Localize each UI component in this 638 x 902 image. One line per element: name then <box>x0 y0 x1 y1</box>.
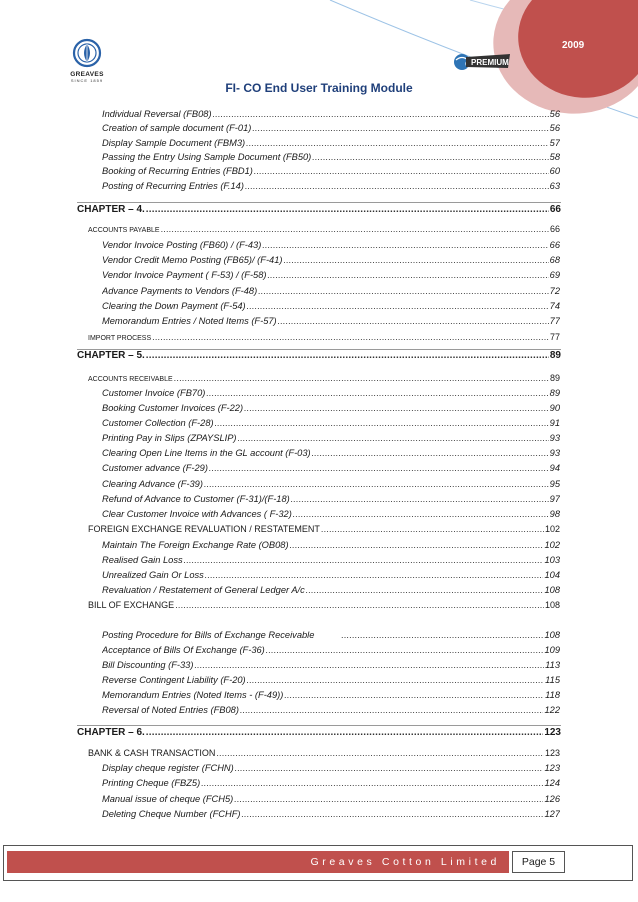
toc-entry-label: Clearing Advance (F-39) <box>102 479 203 489</box>
toc-dot-leader <box>234 794 543 804</box>
toc-entry-label: Clearing the Down Payment (F-54) <box>102 301 246 311</box>
footer-page-number <box>512 851 565 873</box>
toc-dot-leader <box>291 494 549 504</box>
toc-subsection-entry[interactable] <box>102 778 560 788</box>
toc-entry-label: ACCOUNTS PAYABLE <box>88 227 160 234</box>
toc-entry-page: 72 <box>549 286 560 296</box>
toc-dot-leader <box>262 240 548 250</box>
toc-entry-label: Individual Reversal (FB08) <box>102 109 212 119</box>
toc-entry-label: CHAPTER – 4. <box>77 204 145 215</box>
greaves-logo <box>60 38 114 83</box>
toc-entry-page: 115 <box>545 675 560 685</box>
greaves-emblem-icon <box>72 38 102 70</box>
toc-entry-label: FOREIGN EXCHANGE REVALUATION / RESTATEMENT <box>88 524 320 534</box>
toc-subsection-entry[interactable] <box>102 152 560 162</box>
toc-entry-page: 56 <box>549 109 560 119</box>
toc-section-entry[interactable] <box>88 224 560 234</box>
toc-entry-label: CHAPTER – 5. <box>77 350 145 361</box>
toc-entry-page: 108 <box>544 600 560 610</box>
toc-entry-label: Printing Cheque (FBZ5) <box>102 778 201 788</box>
toc-subsection-entry[interactable] <box>102 433 560 443</box>
toc-entry-page: 108 <box>544 585 560 595</box>
toc-entry-page: 94 <box>549 463 560 473</box>
premium-text: PREMIUM <box>471 58 509 67</box>
toc-entry-label: Creation of sample document (F-01) <box>102 123 252 133</box>
toc-entry-label: Customer Collection (F-28) <box>102 418 214 428</box>
year-label: 2009 <box>562 40 585 51</box>
toc-entry-label: Posting of Recurring Entries (F.14) <box>102 181 244 191</box>
toc-entry-page: 127 <box>544 809 560 819</box>
toc-entry-page: 109 <box>544 645 560 655</box>
toc-dot-leader <box>254 166 549 176</box>
toc-dot-leader <box>235 763 544 773</box>
toc-entry-page: 126 <box>544 794 560 804</box>
toc-subsection-entry[interactable] <box>102 138 560 148</box>
footer-page-label: Page 5 <box>521 856 556 868</box>
toc-entry-page: 69 <box>549 270 560 280</box>
toc-dot-leader <box>341 630 543 640</box>
toc-dot-leader <box>146 350 549 361</box>
toc-subsection-entry[interactable] <box>102 448 560 458</box>
section-divider <box>77 725 561 726</box>
toc-entry-label: Manual issue of cheque (FCH5) <box>102 794 234 804</box>
toc-entry-label: Bill Discounting (F-33) <box>102 660 194 670</box>
document-title: FI- CO End User Training Module <box>225 81 413 95</box>
toc-subsection-entry[interactable] <box>102 645 560 655</box>
toc-subsection-entry[interactable] <box>102 494 560 504</box>
toc-entry-label: Display cheque register (FCHN) <box>102 763 234 773</box>
toc-entry-page: 122 <box>544 705 560 715</box>
toc-entry-page: 90 <box>549 403 560 413</box>
toc-entry-page: 77 <box>549 332 560 342</box>
toc-entry-label: Acceptance of Bills Of Exchange (F-36) <box>102 645 265 655</box>
toc-dot-leader <box>146 727 544 738</box>
toc-entry-label: Maintain The Foreign Exchange Rate (OB08) <box>102 540 289 550</box>
toc-dot-leader <box>152 332 549 342</box>
toc-subsection-entry[interactable] <box>102 809 560 819</box>
toc-subsection-entry[interactable] <box>102 109 560 119</box>
premium-globe-icon <box>452 51 512 73</box>
toc-dot-leader <box>306 585 544 595</box>
toc-entry-page: 102 <box>544 524 560 534</box>
toc-entry-page: 104 <box>544 570 560 580</box>
toc-entry-label: Reverse Contingent Liability (F-20) <box>102 675 246 685</box>
toc-entry-label: Passing the Entry Using Sample Document (FB50) <box>102 152 312 162</box>
toc-subsection-entry[interactable] <box>102 301 560 311</box>
toc-subsection-entry[interactable] <box>102 675 560 685</box>
toc-entry-label: Printing Pay in Slips (ZPAYSLIP) <box>102 433 237 443</box>
toc-entry-label: BANK & CASH TRANSACTION <box>88 748 216 758</box>
toc-entry-page: 89 <box>549 350 561 361</box>
toc-subsection-entry[interactable] <box>102 166 560 176</box>
toc-subsection-entry[interactable] <box>102 418 560 428</box>
toc-dot-leader <box>284 690 544 700</box>
toc-entry-label: Memorandum Entries (Noted Items - (F-49)) <box>102 690 284 700</box>
toc-dot-leader <box>245 181 549 191</box>
toc-entry-page: 113 <box>545 660 560 670</box>
toc-subsection-entry[interactable] <box>102 479 560 489</box>
toc-entry-label: Realised Gain Loss <box>102 555 183 565</box>
toc-chapter-entry[interactable] <box>77 204 561 215</box>
toc-dot-leader <box>206 388 548 398</box>
toc-entry-page: 97 <box>549 494 560 504</box>
toc-subsection-entry[interactable] <box>102 509 560 519</box>
toc-subsection-entry[interactable] <box>102 286 560 296</box>
toc-entry-page: 123 <box>544 727 561 738</box>
toc-entry-page: 58 <box>549 152 560 162</box>
toc-entry-label: Display Sample Document (FBM3) <box>102 138 246 148</box>
toc-dot-leader <box>258 286 548 296</box>
toc-dot-leader <box>278 316 549 326</box>
toc-chapter-entry[interactable] <box>77 350 561 361</box>
toc-entry-label: Customer advance (F-29) <box>102 463 208 473</box>
toc-dot-leader <box>266 645 544 655</box>
toc-section-entry[interactable] <box>88 600 560 610</box>
toc-entry-label: Advance Payments to Vendors (F-48) <box>102 286 258 296</box>
toc-subsection-entry[interactable] <box>102 794 560 804</box>
toc-dot-leader <box>247 301 549 311</box>
toc-entry-label: CHAPTER – 6. <box>77 727 145 738</box>
toc-entry-page: 63 <box>549 181 560 191</box>
toc-dot-leader <box>175 600 544 610</box>
toc-dot-leader <box>205 570 544 580</box>
toc-entry-page: 57 <box>549 138 560 148</box>
toc-entry-label: Customer Invoice (FB70) <box>102 388 206 398</box>
toc-entry-page: 74 <box>549 301 560 311</box>
toc-section-entry[interactable] <box>88 373 560 383</box>
toc-dot-leader <box>238 433 549 443</box>
toc-entry-page: 68 <box>549 255 560 265</box>
toc-dot-leader <box>244 403 549 413</box>
toc-dot-leader <box>247 675 545 685</box>
toc-dot-leader <box>293 509 549 519</box>
toc-subsection-entry[interactable] <box>102 585 560 595</box>
toc-entry-page: 56 <box>549 123 560 133</box>
toc-entry-label: Unrealized Gain Or Loss <box>102 570 204 580</box>
toc-entry-page: 118 <box>545 690 560 700</box>
toc-entry-label: Memorandum Entries / Noted Items (F-57) <box>102 316 277 326</box>
toc-subsection-entry[interactable] <box>102 705 560 715</box>
toc-subsection-entry[interactable] <box>102 181 560 191</box>
toc-subsection-entry[interactable] <box>102 570 560 580</box>
toc-entry-page: 93 <box>549 433 560 443</box>
toc-entry-page: 103 <box>544 555 560 565</box>
toc-entry-label: Clearing Open Line Items in the GL account (F-03) <box>102 448 311 458</box>
toc-subsection-entry[interactable] <box>102 240 560 250</box>
toc-subsection-entry[interactable] <box>102 540 560 550</box>
toc-entry-label: Posting Procedure for Bills of Exchange Receivable <box>102 630 315 640</box>
toc-entry-page: 124 <box>544 778 560 788</box>
toc-dot-leader <box>241 809 543 819</box>
toc-entry-page: 77 <box>549 316 560 326</box>
toc-entry-label: Booking Customer Invoices (F-22) <box>102 403 244 413</box>
toc-entry-label: Deleting Cheque Number (FCHF) <box>102 809 241 819</box>
toc-dot-leader <box>267 270 548 280</box>
toc-subsection-entry[interactable] <box>102 388 560 398</box>
toc-dot-leader <box>240 705 544 715</box>
section-divider <box>77 202 561 203</box>
toc-entry-label: Clear Customer Invoice with Advances ( F-32) <box>102 509 292 519</box>
toc-dot-leader <box>290 540 544 550</box>
toc-dot-leader <box>209 463 549 473</box>
toc-entry-label: BILL OF EXCHANGE <box>88 600 175 610</box>
toc-subsection-entry[interactable] <box>102 316 560 326</box>
footer-company-name: Greaves Cotton Limited <box>310 856 500 868</box>
toc-section-entry[interactable] <box>88 748 560 758</box>
toc-subsection-entry[interactable] <box>102 690 560 700</box>
toc-section-entry[interactable] <box>88 524 560 534</box>
logo-since: SINCE 1859 <box>70 78 104 83</box>
toc-dot-leader <box>312 152 548 162</box>
toc-dot-leader <box>252 123 548 133</box>
toc-entry-page: 66 <box>549 204 561 215</box>
toc-entry-page: 66 <box>549 224 560 234</box>
footer-company-bar <box>7 851 509 873</box>
toc-chapter-entry[interactable] <box>77 727 561 738</box>
toc-subsection-entry[interactable] <box>102 555 560 565</box>
toc-dot-leader <box>321 524 544 534</box>
toc-subsection-entry[interactable] <box>102 660 560 670</box>
toc-entry-label: Vendor Invoice Payment ( F-53) / (F-58) <box>102 270 267 280</box>
toc-entry-label: Revaluation / Restatement of General Ledger A/c <box>102 585 305 595</box>
toc-dot-leader <box>161 224 549 234</box>
toc-dot-leader <box>216 748 544 758</box>
toc-subsection-entry[interactable] <box>102 403 560 413</box>
toc-entry-page: 123 <box>544 763 560 773</box>
toc-dot-leader <box>213 109 549 119</box>
toc-dot-leader <box>184 555 544 565</box>
toc-entry-label: ACCOUNTS RECEIVABLE <box>88 376 173 383</box>
toc-dot-leader <box>204 479 549 489</box>
toc-entry-label: Reversal of Noted Entries (FB08) <box>102 705 239 715</box>
toc-entry-label: Vendor Credit Memo Posting (FB65)/ (F-41) <box>102 255 283 265</box>
toc-entry-label: Refund of Advance to Customer (F-31)/(F-18) <box>102 494 290 504</box>
toc-dot-leader <box>246 138 549 148</box>
toc-subsection-entry[interactable] <box>102 630 560 640</box>
toc-entry-label: IMPORT PROCESS <box>88 335 152 342</box>
toc-dot-leader <box>215 418 549 428</box>
toc-dot-leader <box>146 204 549 215</box>
toc-subsection-entry[interactable] <box>102 463 560 473</box>
toc-dot-leader <box>174 373 549 383</box>
toc-subsection-entry[interactable] <box>102 763 560 773</box>
toc-subsection-entry[interactable] <box>102 123 560 133</box>
toc-entry-page: 91 <box>549 418 560 428</box>
toc-entry-page: 89 <box>549 373 560 383</box>
toc-entry-page: 66 <box>549 240 560 250</box>
toc-dot-leader <box>194 660 544 670</box>
toc-dot-leader <box>284 255 549 265</box>
toc-entry-page: 95 <box>549 479 560 489</box>
logo-wordmark: GREAVES <box>70 71 104 78</box>
toc-subsection-entry[interactable] <box>102 255 560 265</box>
toc-entry-label: Booking of Recurring Entries (FBD1) <box>102 166 253 176</box>
toc-entry-page: 98 <box>549 509 560 519</box>
toc-subsection-entry[interactable] <box>102 270 560 280</box>
toc-entry-page: 102 <box>544 540 560 550</box>
toc-entry-page: 93 <box>549 448 560 458</box>
toc-entry-page: 60 <box>549 166 560 176</box>
toc-entry-page: 108 <box>544 630 560 640</box>
toc-dot-leader <box>312 448 549 458</box>
toc-entry-page: 123 <box>544 748 560 758</box>
premium-badge <box>452 51 512 73</box>
toc-entry-page: 89 <box>549 388 560 398</box>
toc-dot-leader <box>201 778 543 788</box>
toc-section-entry[interactable] <box>88 332 560 342</box>
toc-entry-label: Vendor Invoice Posting (FB60) / (F-43) <box>102 240 262 250</box>
